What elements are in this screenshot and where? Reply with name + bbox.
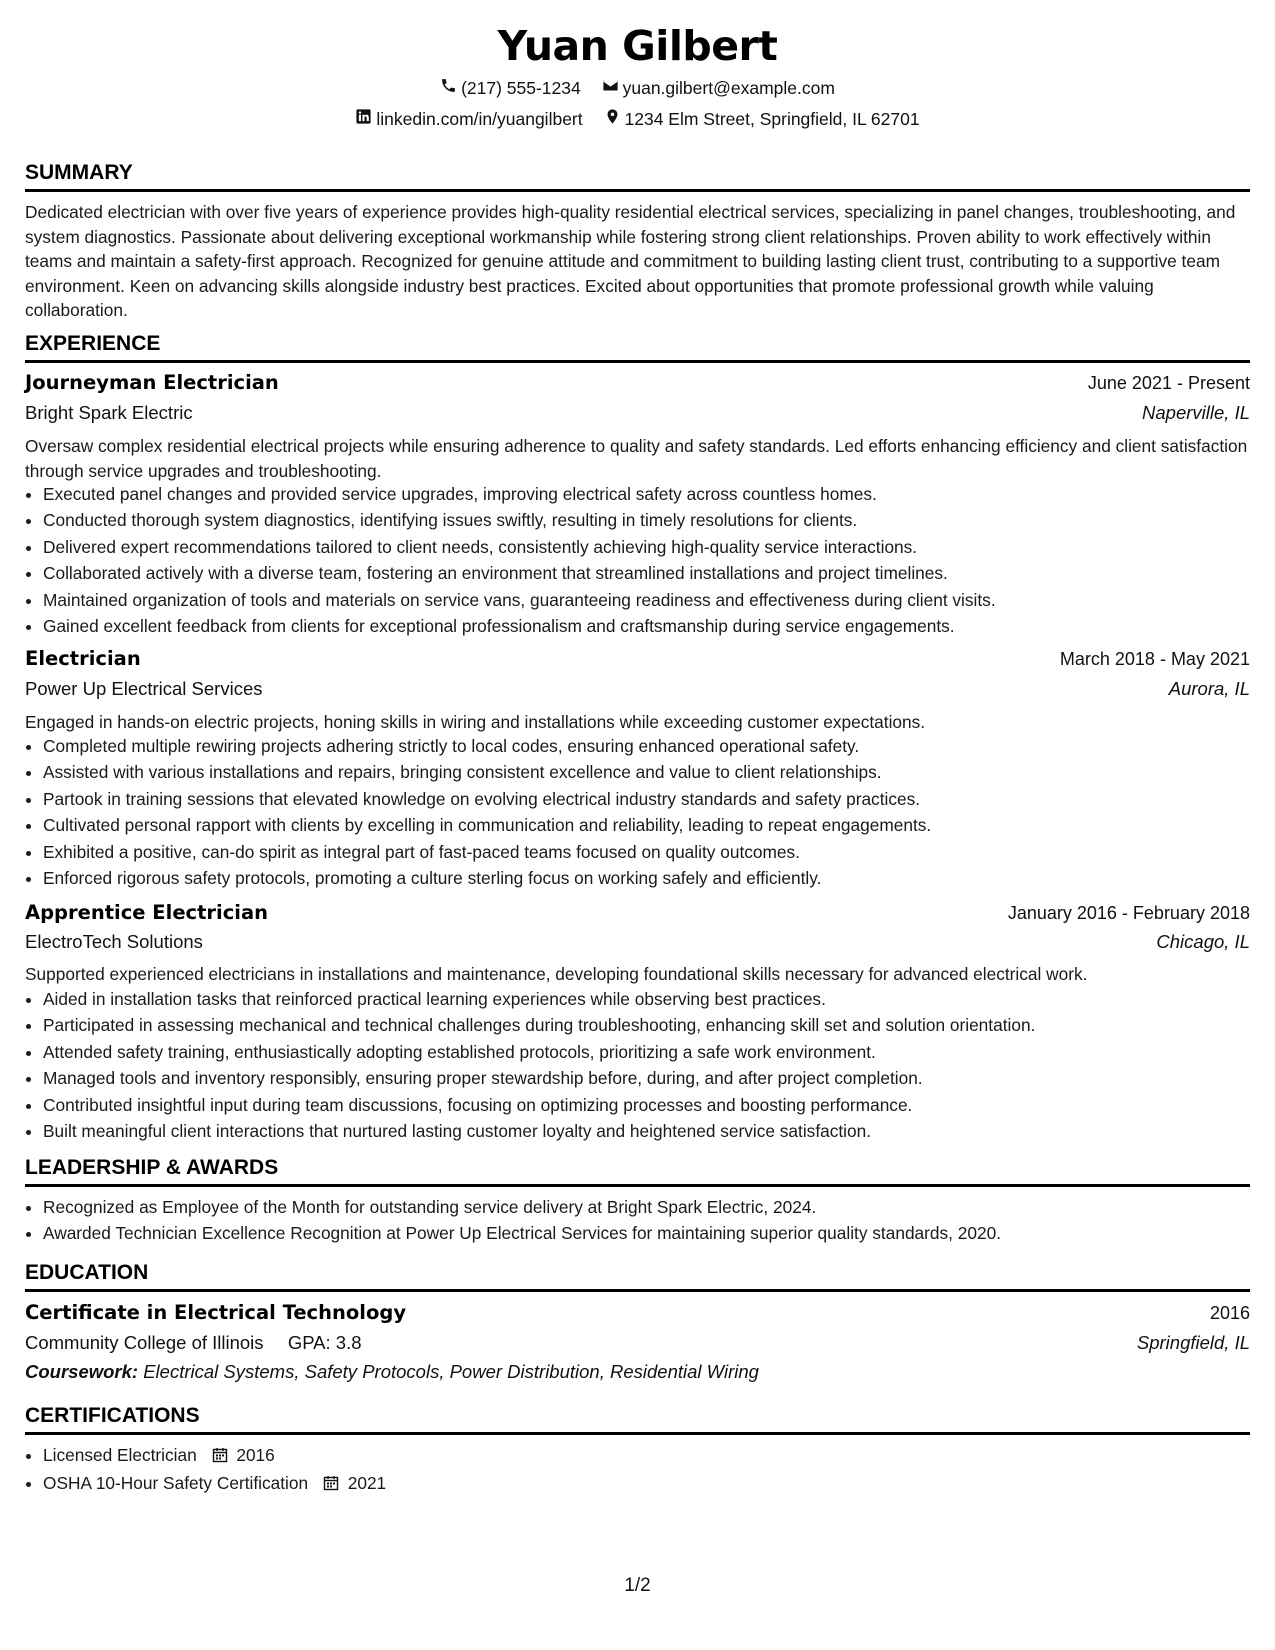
job-title: Apprentice Electrician [25,901,269,924]
coursework [25,1359,759,1385]
job-description: Oversaw complex residential electrical projects while ensuring adherence to quality and safety standards. Led efforts enhancing efficiency and client satisfaction through service upgrades and troubleshooting. [25,436,1248,481]
list-item: • Executed panel changes and provided service upgrades, improving electrical safety across countless homes. [43,481,1268,507]
certifications-list [25,1442,1268,1499]
job-title: Electrician [25,647,141,670]
degree-title: Certificate in Electrical Technology [25,1301,407,1324]
list-item: • Enforced rigorous safety protocols, promoting a culture sterling focus on working safely and efficiently. [43,865,1268,891]
list-item: • Aided in installation tasks that reinforced practical learning experiences while observing best practices. [43,986,1268,1012]
certification-name: OSHA 10-Hour Safety Certification [43,1473,309,1494]
job-company: ElectroTech Solutions [25,931,203,952]
school-name: Community College of Illinois [25,1332,264,1353]
list-item: • Managed tools and inventory responsibly, ensuring proper stewardship before, during, and after project completion. [43,1065,1268,1091]
contact-address [604,107,920,131]
list-item: • Recognized as Employee of the Month for outstanding service delivery at Bright Spark Electric, 2024. [43,1194,1268,1220]
email-text: yuan.gilbert@example.com [622,78,835,98]
contact-row-2 [25,107,1250,131]
list-item: • Awarded Technician Excellence Recognition at Power Up Electrical Services for maintaining superior quality standards, 2020. [43,1220,1268,1246]
linkedin-icon [355,107,376,131]
summary-text: Dedicated electrician with over five years of experience provides high-quality residential electrical services, specializing in panel changes, troubleshooting, and system diagnostics. Passionate about delivering exceptional workmanship while fostering strong client relationships. Proven ability to work effectively within teams and maintain a safety-first approach. Recognized for genuine attitude and commitment to building lasting client trust, contributing to a supportive team environment. Keen on advancing skills alongside industry best practices. Excited about opportunities that promote professional growth while valuing collaboration. [25,202,1236,320]
education-location: Springfield, IL [1136,1332,1250,1353]
candidate-name: Yuan Gilbert [497,22,778,70]
section-title-education: EDUCATION [25,1260,1250,1292]
list-item: • Assisted with various installations and repairs, bringing consistent excellence and value to client relationships. [43,759,1268,785]
list-item: • Maintained organization of tools and materials on service vans, guaranteeing readiness and effectiveness during client visits. [43,587,1268,613]
job-bullets [25,733,1268,891]
education-school-line [25,1330,362,1356]
certification-year: 2021 [347,1473,387,1494]
certification-name: Licensed Electrician [43,1445,197,1465]
job-dates: March 2018 - May 2021 [1059,649,1250,669]
job-bullets [25,986,1268,1144]
linkedin-text: linkedin.com/in/yuangilbert [376,109,583,129]
job-dates: June 2021 - Present [1087,373,1250,393]
section-title-experience: EXPERIENCE [25,331,1250,363]
job-title: Journeyman Electrician [25,371,279,394]
list-item: • Built meaningful client interactions that nurtured lasting customer loyalty and heightened service satisfaction. [43,1118,1268,1144]
list-item: • Completed multiple rewiring projects adhering strictly to local codes, ensuring enhanced operational safety. [43,733,1268,759]
certification-year: 2016 [236,1445,275,1465]
job-bullets [25,481,1268,639]
job-description: Engaged in hands-on electric projects, honing skills in wiring and installations while exceeding customer expectations. [25,712,926,732]
job-dates: January 2016 - February 2018 [1007,903,1250,923]
education-year: 2016 [1209,1303,1250,1323]
list-item: • Delivered expert recommendations tailored to client needs, consistently achieving high-quality service interactions. [43,534,1268,560]
phone-icon [440,76,461,100]
list-item: • Attended safety training, enthusiastically adopting established protocols, prioritizing a safe work environment. [43,1039,1268,1065]
list-item: • Exhibited a positive, can-do spirit as integral part of fast-paced teams focused on quality outcomes. [43,839,1268,865]
section-title-certifications: CERTIFICATIONS [25,1403,1250,1435]
coursework-list: Electrical Systems, Safety Protocols, Power Distribution, Residential Wiring [143,1361,759,1382]
list-item [43,1470,1268,1498]
envelope-icon [602,76,623,100]
contact-linkedin[interactable] [355,107,582,131]
page-number: 1/2 [624,1575,651,1596]
list-item: • Contributed insightful input during team discussions, focusing on optimizing processes and boosting performance. [43,1092,1268,1118]
calendar-icon [212,1444,228,1470]
job-company: Bright Spark Electric [25,402,193,423]
job-company: Power Up Electrical Services [25,678,263,699]
list-item: • Gained excellent feedback from clients for exceptional professionalism and craftsmanship during service engagements. [43,613,1268,639]
phone-text: (217) 555-1234 [461,78,581,98]
job-location: Aurora, IL [1168,678,1250,699]
calendar-icon [323,1472,339,1498]
list-item: • Participated in assessing mechanical and technical challenges during troubleshooting, enhancing skill set and solution orientation. [43,1012,1268,1038]
awards-list [25,1194,1268,1247]
list-item: • Cultivated personal rapport with clients by excelling in communication and reliability, leading to repeat engagements. [43,812,1268,838]
coursework-label: Coursework: [25,1361,139,1382]
section-title-summary: SUMMARY [25,160,1250,192]
contact-phone [440,76,581,100]
section-title-awards: LEADERSHIP & AWARDS [25,1155,1250,1187]
list-item: • Conducted thorough system diagnostics, identifying issues swiftly, resulting in timely resolutions for clients. [43,507,1268,533]
contact-email[interactable] [602,76,835,100]
job-description: Supported experienced electricians in installations and maintenance, developing foundational skills necessary for advanced electrical work. [25,964,1088,984]
address-text: 1234 Elm Street, Springfield, IL 62701 [624,109,920,129]
list-item: • Partook in training sessions that elevated knowledge on evolving electrical industry standards and safety practices. [43,786,1268,812]
job-location: Chicago, IL [1156,931,1250,952]
gpa: GPA: 3.8 [287,1332,362,1353]
list-item: • Collaborated actively with a diverse team, fostering an environment that streamlined installations and project timelines. [43,560,1268,586]
list-item [43,1442,1268,1470]
job-location: Naperville, IL [1142,402,1250,423]
map-marker-icon [604,107,625,131]
contact-row-1 [25,76,1250,100]
